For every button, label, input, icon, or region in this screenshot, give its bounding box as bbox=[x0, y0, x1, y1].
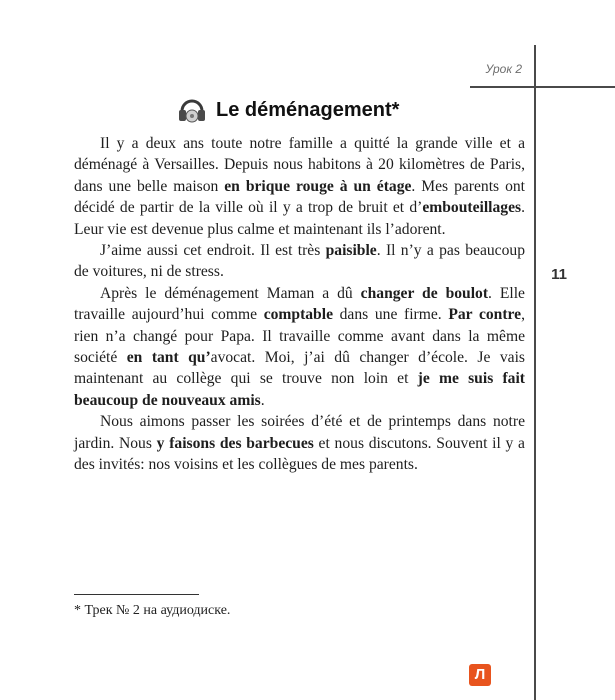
vocab-term: paisible bbox=[325, 242, 377, 260]
text-run: . bbox=[260, 391, 265, 409]
running-head: Урок 2 bbox=[485, 62, 522, 76]
text-run: , rien n’a changé pour Papa. Il travaille comme avant dans la même société bbox=[74, 306, 526, 367]
text-run: Il y a deux ans toute notre famille a quitté la grande ville et a déménagé à Versailles. Depuis nous habitons à 20 kilomètres de Paris, dans une belle maison bbox=[74, 135, 525, 195]
text-run: et nous discutons. Souvent il y a des invités: nos voisins et les collègues de mes parents. bbox=[74, 434, 525, 474]
text-run: . Mes parents ont décidé de partir de la ville où il y a trop de bruit et d’ bbox=[74, 177, 525, 217]
page-title: Le déménagement* bbox=[216, 98, 400, 121]
footnote-rule bbox=[74, 594, 199, 595]
margin-vertical-rule bbox=[534, 45, 536, 700]
page-number: 11 bbox=[551, 266, 567, 283]
footnote: * Трек № 2 на аудиодиске. bbox=[74, 603, 231, 618]
vocab-term: Par contre bbox=[448, 306, 522, 324]
text-run: Nous aimons passer les soirées d’été et de printemps dans notre jardin. Nous bbox=[74, 413, 525, 452]
paragraph bbox=[74, 133, 525, 240]
paragraph bbox=[74, 240, 525, 283]
text-run: . Elle travaille aujourd’hui comme bbox=[74, 284, 525, 324]
vocab-term: changer de boulot bbox=[360, 284, 489, 302]
title-row bbox=[176, 94, 399, 126]
vocab-term: embouteillages bbox=[422, 199, 522, 217]
vocab-term: en tant qu’ bbox=[126, 349, 211, 367]
header-horizontal-rule bbox=[470, 86, 615, 88]
text-run: Après le déménagement Maman a dû bbox=[100, 284, 361, 302]
text-run: J’aime aussi cet endroit. Il est très bbox=[100, 242, 326, 260]
text-run: dans une firme. bbox=[332, 306, 449, 324]
paragraph bbox=[74, 411, 525, 475]
vocab-term: en brique rouge à un étage bbox=[224, 177, 412, 195]
text-run: avocat. Moi, j’ai dû changer d’école. Je vais maintenant au collège qui se trouve non loin et bbox=[74, 349, 525, 388]
text-run: . Leur vie est devenue plus calme et maintenant ils l’adorent. bbox=[74, 199, 525, 238]
body-text bbox=[74, 133, 525, 476]
vocab-term: faisons des barbecues bbox=[169, 434, 314, 452]
headphones-icon bbox=[176, 94, 208, 126]
text-run: . Il n’y a pas beaucoup de voitures, ni de stress. bbox=[74, 242, 525, 281]
vocab-term: je me suis fait beaucoup de nouveaux amis bbox=[74, 370, 525, 409]
publisher-logo: Л bbox=[469, 664, 491, 686]
vocab-term: comptable bbox=[263, 306, 333, 324]
paragraph bbox=[74, 283, 525, 411]
vocab-term: y bbox=[156, 434, 165, 452]
